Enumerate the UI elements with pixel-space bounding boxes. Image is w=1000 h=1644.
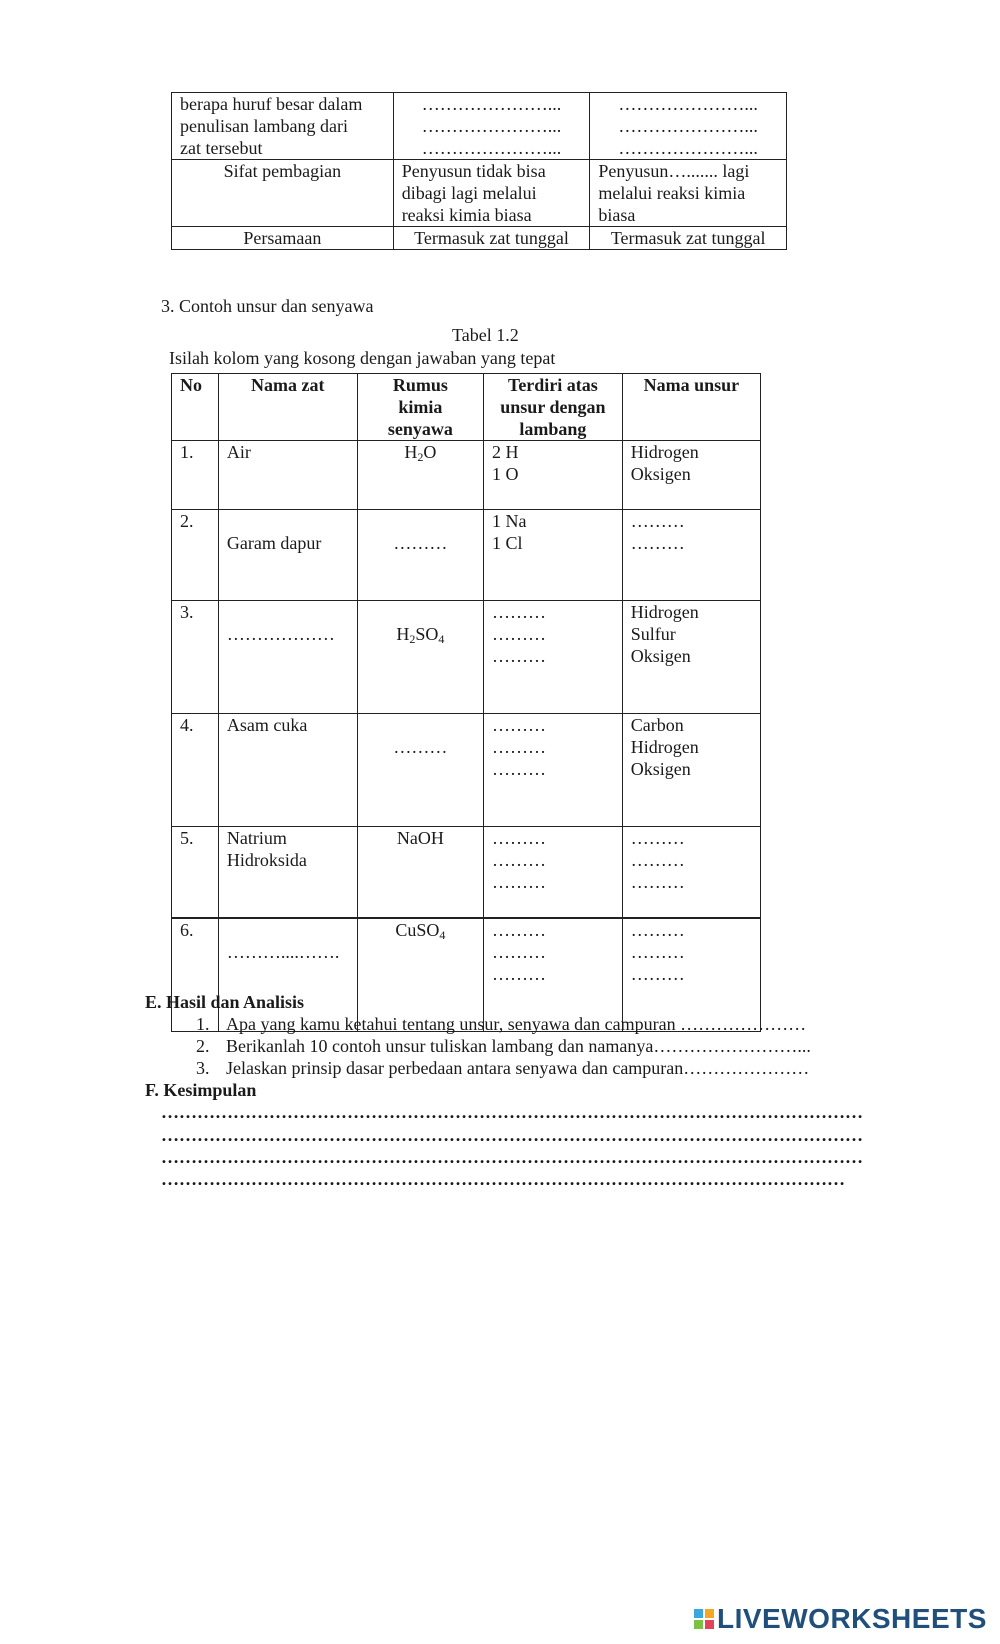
table-row [172,827,761,919]
analysis-questions [196,1013,811,1079]
row-number: 5. [172,827,219,919]
table-row [172,510,761,601]
cell-label: Sifat pembagian [172,160,394,227]
list-item: 3. Jelaskan prinsip dasar perbedaan antara senyawa dan campuran………………… [196,1058,810,1078]
section-f-heading: F. Kesimpulan [145,1080,257,1100]
list-item: 1. Apa yang kamu ketahui tentang unsur, senyawa dan campuran ………………… [196,1014,807,1034]
row-number: 3. [172,601,219,714]
header-terdiri: Terdiri atas unsur dengan lambang [484,374,623,441]
unsur-blank[interactable]: ……… ……… [622,510,760,601]
terdiri-blank[interactable]: ……… ……… ……… [484,827,623,919]
nama-zat-blank[interactable]: ……………… [218,601,357,714]
terdiri-blank[interactable]: ……… ……… ……… [484,918,623,1032]
terdiri-blank[interactable]: ……… ……… ……… [484,714,623,827]
nama-zat: Asam cuka [218,714,357,827]
nama-unsur: Hidrogen Oksigen [622,441,760,510]
row-number: 6. [172,918,219,1032]
nama-zat: Garam dapur [218,510,357,601]
table-row [172,441,761,510]
row-number: 1. [172,441,219,510]
table-header-row [172,374,761,441]
conclusion-line[interactable]: ……………………………………………………………………………………………………… [161,1147,863,1167]
logo-square [705,1620,714,1629]
header-nama-unsur: Nama unsur [622,374,760,441]
table-row [172,93,787,160]
elements-compounds-table [171,373,761,1032]
instruction-text: Isilah kolom yang kosong dengan jawaban yang tepat [169,348,556,368]
rumus-kimia: $H_2O$ [357,441,483,510]
unsur-blank[interactable]: ……… ……… ……… [622,827,760,919]
terdiri-atas: 2 H 1 O [484,441,623,510]
table-caption: Tabel 1.2 [452,325,519,345]
nama-unsur: Carbon Hidrogen Oksigen [622,714,760,827]
logo-square [705,1609,714,1618]
header-no: No [172,374,219,441]
logo-text: LIVEWORKSHEETS [717,1603,987,1634]
logo-square [694,1609,703,1618]
table-row [172,601,761,714]
list-item: 2. Berikanlah 10 contoh unsur tuliskan lambang dan namanya……………………... [196,1036,811,1056]
answer-blank[interactable]: …………………... …………………... …………………... [393,93,590,160]
rumus-kimia: NaOH [357,827,483,919]
section-heading: 3. Contoh unsur dan senyawa [161,296,374,316]
nama-zat: Natrium Hidroksida [218,827,357,919]
table-row [172,227,787,250]
section-e-heading: E. Hasil dan Analisis [145,992,305,1012]
nama-zat: Air [218,441,357,510]
header-rumus: Rumus kimia senyawa [357,374,483,441]
rumus-blank[interactable]: ……… [357,510,483,601]
conclusion-line[interactable]: ……………………………………………………………………………………………………… [161,1102,863,1122]
table-cell: Termasuk zat tunggal [590,227,787,250]
cell-label: berapa huruf besar dalam penulisan lambang dari zat tersebut [172,93,394,160]
terdiri-blank[interactable]: ……… ……… ……… [484,601,623,714]
header-nama-zat: Nama zat [218,374,357,441]
table-row [172,160,787,227]
table-cell: Termasuk zat tunggal [393,227,590,250]
rumus-kimia: CuSO$_4$ [357,918,483,1032]
terdiri-atas: 1 Na 1 Cl [484,510,623,601]
conclusion-line[interactable]: ……………………………………………………………………………………………………… [161,1125,863,1145]
comparison-table [171,92,787,250]
unsur-blank[interactable]: ……… ……… ……… [622,918,760,1032]
rumus-kimia: $H_2SO_4$ [357,601,483,714]
answer-blank[interactable]: …………………... …………………... …………………... [590,93,787,160]
nama-unsur: Hidrogen Sulfur Oksigen [622,601,760,714]
table-row [172,714,761,827]
liveworksheets-logo [694,1602,987,1636]
row-number: 2. [172,510,219,601]
row-number: 4. [172,714,219,827]
cell-label: Persamaan [172,227,394,250]
conclusion-line[interactable]: …………………………………………………………………………………………………… [161,1169,845,1189]
table-cell: Penyusun tidak bisa dibagi lagi melalui reaksi kimia biasa [393,160,590,227]
rumus-blank[interactable]: ……… [357,714,483,827]
nama-zat-blank[interactable]: ………....……. [218,918,357,1032]
answer-blank[interactable]: Penyusun…....... lagi melalui reaksi kimia biasa [590,160,787,227]
logo-mark-icon [694,1609,714,1629]
logo-square [694,1620,703,1629]
